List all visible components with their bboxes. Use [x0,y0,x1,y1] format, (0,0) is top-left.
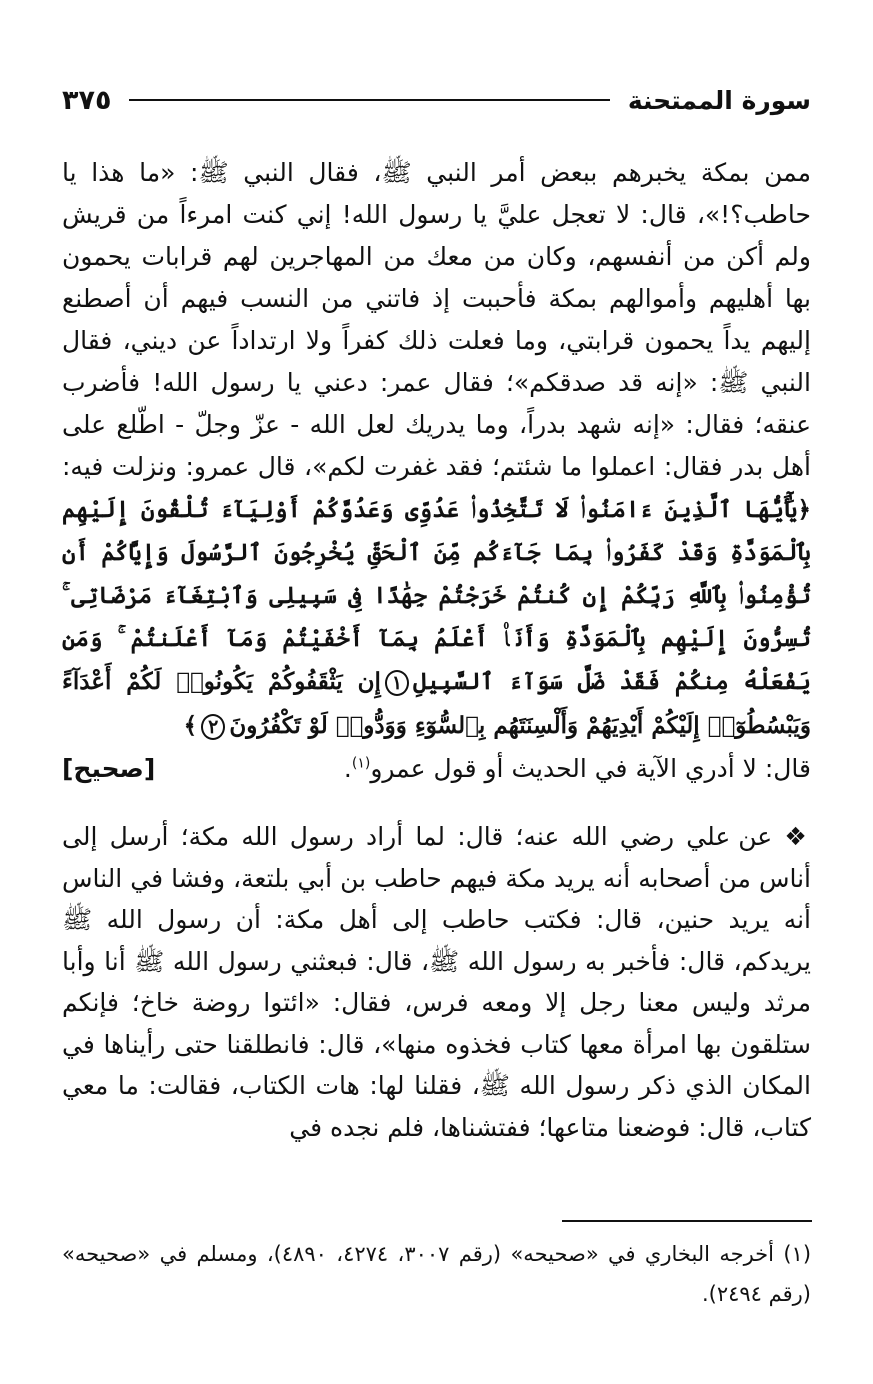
aya-number-2: ٢ [201,714,225,740]
footnote: (١) أخرجه البخاري في «صحيحه» (رقم ٣٠٠٧، ٤٢٧٤، ٤٨٩٠)، ومسلم في «صحيحه» (رقم ٢٤٩٤). [62,1242,812,1306]
footnote-rule [562,1220,812,1222]
narration-text-2: عن علي رضي الله عنه؛ قال: لما أراد رسول الله مكة؛ أرسل إلى أناس من أصحابه أنه يريد مكة فيهم حاطب بن أبي بلتعة، وفشا في الناس أنه يريد حنين، قال: فكتب حاطب إلى أهل مكة: أن رسول الله ﷺ يريدكم، قال: فأخبر به رسول الله ﷺ، قال: فبعثني رسول الله ﷺ أنا وأبا مرثد وليس معنا رجل إلا ومعه فرس، فقال: «ائتوا روضة خاخ؛ فإنكم ستلقون بها امرأة معها كتاب فخذوه منها»، قال: فانطلقنا حتى رأيناها في المكان الذي ذكر رسول الله ﷺ، فقلنا لها: هات الكتاب، فقالت: ما معي كتاب، قال: فوضعنا متاعها؛ ففتشناها، فلم نجده في [62,822,811,1142]
verse-text-2: إِن يَثْقَفُوكُمْ يَكُونُوا۟ لَكُمْ أَعْدَآءً وَيَبْسُطُوٓا۟ إِلَيْكُمْ أَيْدِيَهُمْ وَأَلْسِنَتَهُم بِٱلسُّوٓءِ وَوَدُّوا۟ لَوْ تَكْفُرُونَ [62,668,811,739]
verse-open-bracket: ﴿ [797,496,811,523]
page-number: ٣٧٥ [62,84,112,116]
quran-verse [62,496,811,739]
hadith-paragraph-1: ممن بمكة يخبرهم ببعض أمر النبي ﷺ، فقال النبي ﷺ: «ما هذا يا حاطب؟!»، قال: لا تعجل عليَّ يا رسول الله! إني كنت امرءاً من قريش ولم أكن من أنفسهم، وكان من معك من المهاجرين لهم قرابات يحمون بها أهليهم وأموالهم بمكة فأحببت إذ فاتني من النسب فيهم أن أصطنع إليهم يداً يحمون قرابتي، وما فعلت ذلك كفراً ولا ارتداداً عن ديني، فقال النبي ﷺ: «إنه قد صدقكم»؛ فقال عمر: دعني يا رسول الله! فأضرب عنقه؛ فقال: «إنه شهد بدراً، وما يدريك لعل الله - عزّ وجلّ - اطّلع على أهل بدر فقال: اعملوا ما شئتم؛ فقد غفرت لكم»، قال عمرو: ونزلت فيه: ﴿يَٰٓأَيُّهَا ٱلَّذِينَ ءَامَنُوا۟ لَا تَتَّخِذُوا۟ عَدُوِّى وَعَدُوَّكُمْ أَوْلِيَآءَ تُلْقُونَ إِلَيْهِم بِٱلْمَوَدَّةِ وَقَدْ كَفَرُوا۟ بِمَا جَآءَكُم مِّنَ ٱلْحَقِّ يُخْرِجُونَ ٱلرَّسُولَ وَإِيَّاكُمْ أَن تُؤْمِنُوا۟ بِٱللَّهِ رَبِّكُمْ إِن كُنتُمْ خَرَجْتُمْ جِهَٰدًا فِى سَبِيلِى وَٱبْتِغَآءَ مَرْضَاتِى ۚ تُسِرُّونَ إِلَيْهِم بِٱلْمَوَدَّةِ وَأَنَا۠ أَعْلَمُ بِمَآ أَخْفَيْتُمْ وَمَآ أَعْلَنتُمْ ۚ وَمَن يَفْعَلْهُ مِنكُمْ فَقَدْ ضَلَّ سَوَآءَ ٱلسَّبِيلِ١إِن يَثْقَفُوكُمْ يَكُونُوا۟ لَكُمْ أَعْدَآءً وَيَبْسُطُوٓا۟ إِلَيْكُمْ أَيْدِيَهُمْ وَأَلْسِنَتَهُم بِٱلسُّوٓءِ وَوَدُّوا۟ لَوْ تَكْفُرُونَ٢﴾ قال: لا أدري الآية في الحديث أو قول عمرو$^{(١)}$. [صحيح] [62,152,811,790]
hadith-grade: [صحيح] [62,754,156,783]
verse-text-1: يَٰٓأَيُّهَا ٱلَّذِينَ ءَامَنُوا۟ لَا تَتَّخِذُوا۟ عَدُوِّى وَعَدُوَّكُمْ أَوْلِيَآءَ تُلْقُونَ إِلَيْهِم بِٱلْمَوَدَّةِ وَقَدْ كَفَرُوا۟ بِمَا جَآءَكُم مِّنَ ٱلْحَقِّ يُخْرِجُونَ ٱلرَّسُولَ وَإِيَّاكُمْ أَن تُؤْمِنُوا۟ بِٱللَّهِ رَبِّكُمْ إِن كُنتُمْ خَرَجْتُمْ جِهَٰدًا فِى سَبِيلِى وَٱبْتِغَآءَ مَرْضَاتِى ۚ تُسِرُّونَ إِلَيْهِم بِٱلْمَوَدَّةِ وَأَنَا۠ أَعْلَمُ بِمَآ أَخْفَيْتُمْ وَمَآ أَعْلَنتُمْ ۚ وَمَن يَفْعَلْهُ مِنكُمْ فَقَدْ ضَلَّ سَوَآءَ ٱلسَّبِيلِ [62,496,812,695]
narration-text: ممن بمكة يخبرهم ببعض أمر النبي ﷺ، فقال النبي ﷺ: «ما هذا يا حاطب؟!»، قال: لا تعجل عليَّ يا رسول الله! إني كنت امرءاً من قريش ولم أكن من أنفسهم، وكان من معك من المهاجرين لهم قرابات يحمون بها أهليهم وأموالهم بمكة فأحببت إذ فاتني من النسب فيهم أن أصطنع إليهم يداً يحمون قرابتي، وما فعلت ذلك كفراً ولا ارتداداً عن ديني، فقال النبي ﷺ: «إنه قد صدقكم»؛ فقال عمر: دعني يا رسول الله! فأضرب عنقه؛ فقال: «إنه شهد بدراً، وما يدريك لعل الله - عزّ وجلّ - اطّلع على أهل بدر فقال: اعملوا ما شئتم؛ فقد غفرت لكم»، قال عمرو: ونزلت فيه: [62,158,811,481]
aya-number-1: ١ [385,670,409,696]
closing-statement: قال: لا أدري الآية في الحديث أو قول عمرو [370,754,811,783]
surah-title: سورة الممتحنة [627,85,811,115]
hadith-paragraph-2 [62,816,811,1148]
footnote-ref: (١) [351,755,371,772]
header-rule [129,99,609,101]
paragraph-marker-icon: ❖ [784,822,811,851]
verse-close-bracket: ﴾ [183,712,198,739]
page-header [62,80,811,120]
